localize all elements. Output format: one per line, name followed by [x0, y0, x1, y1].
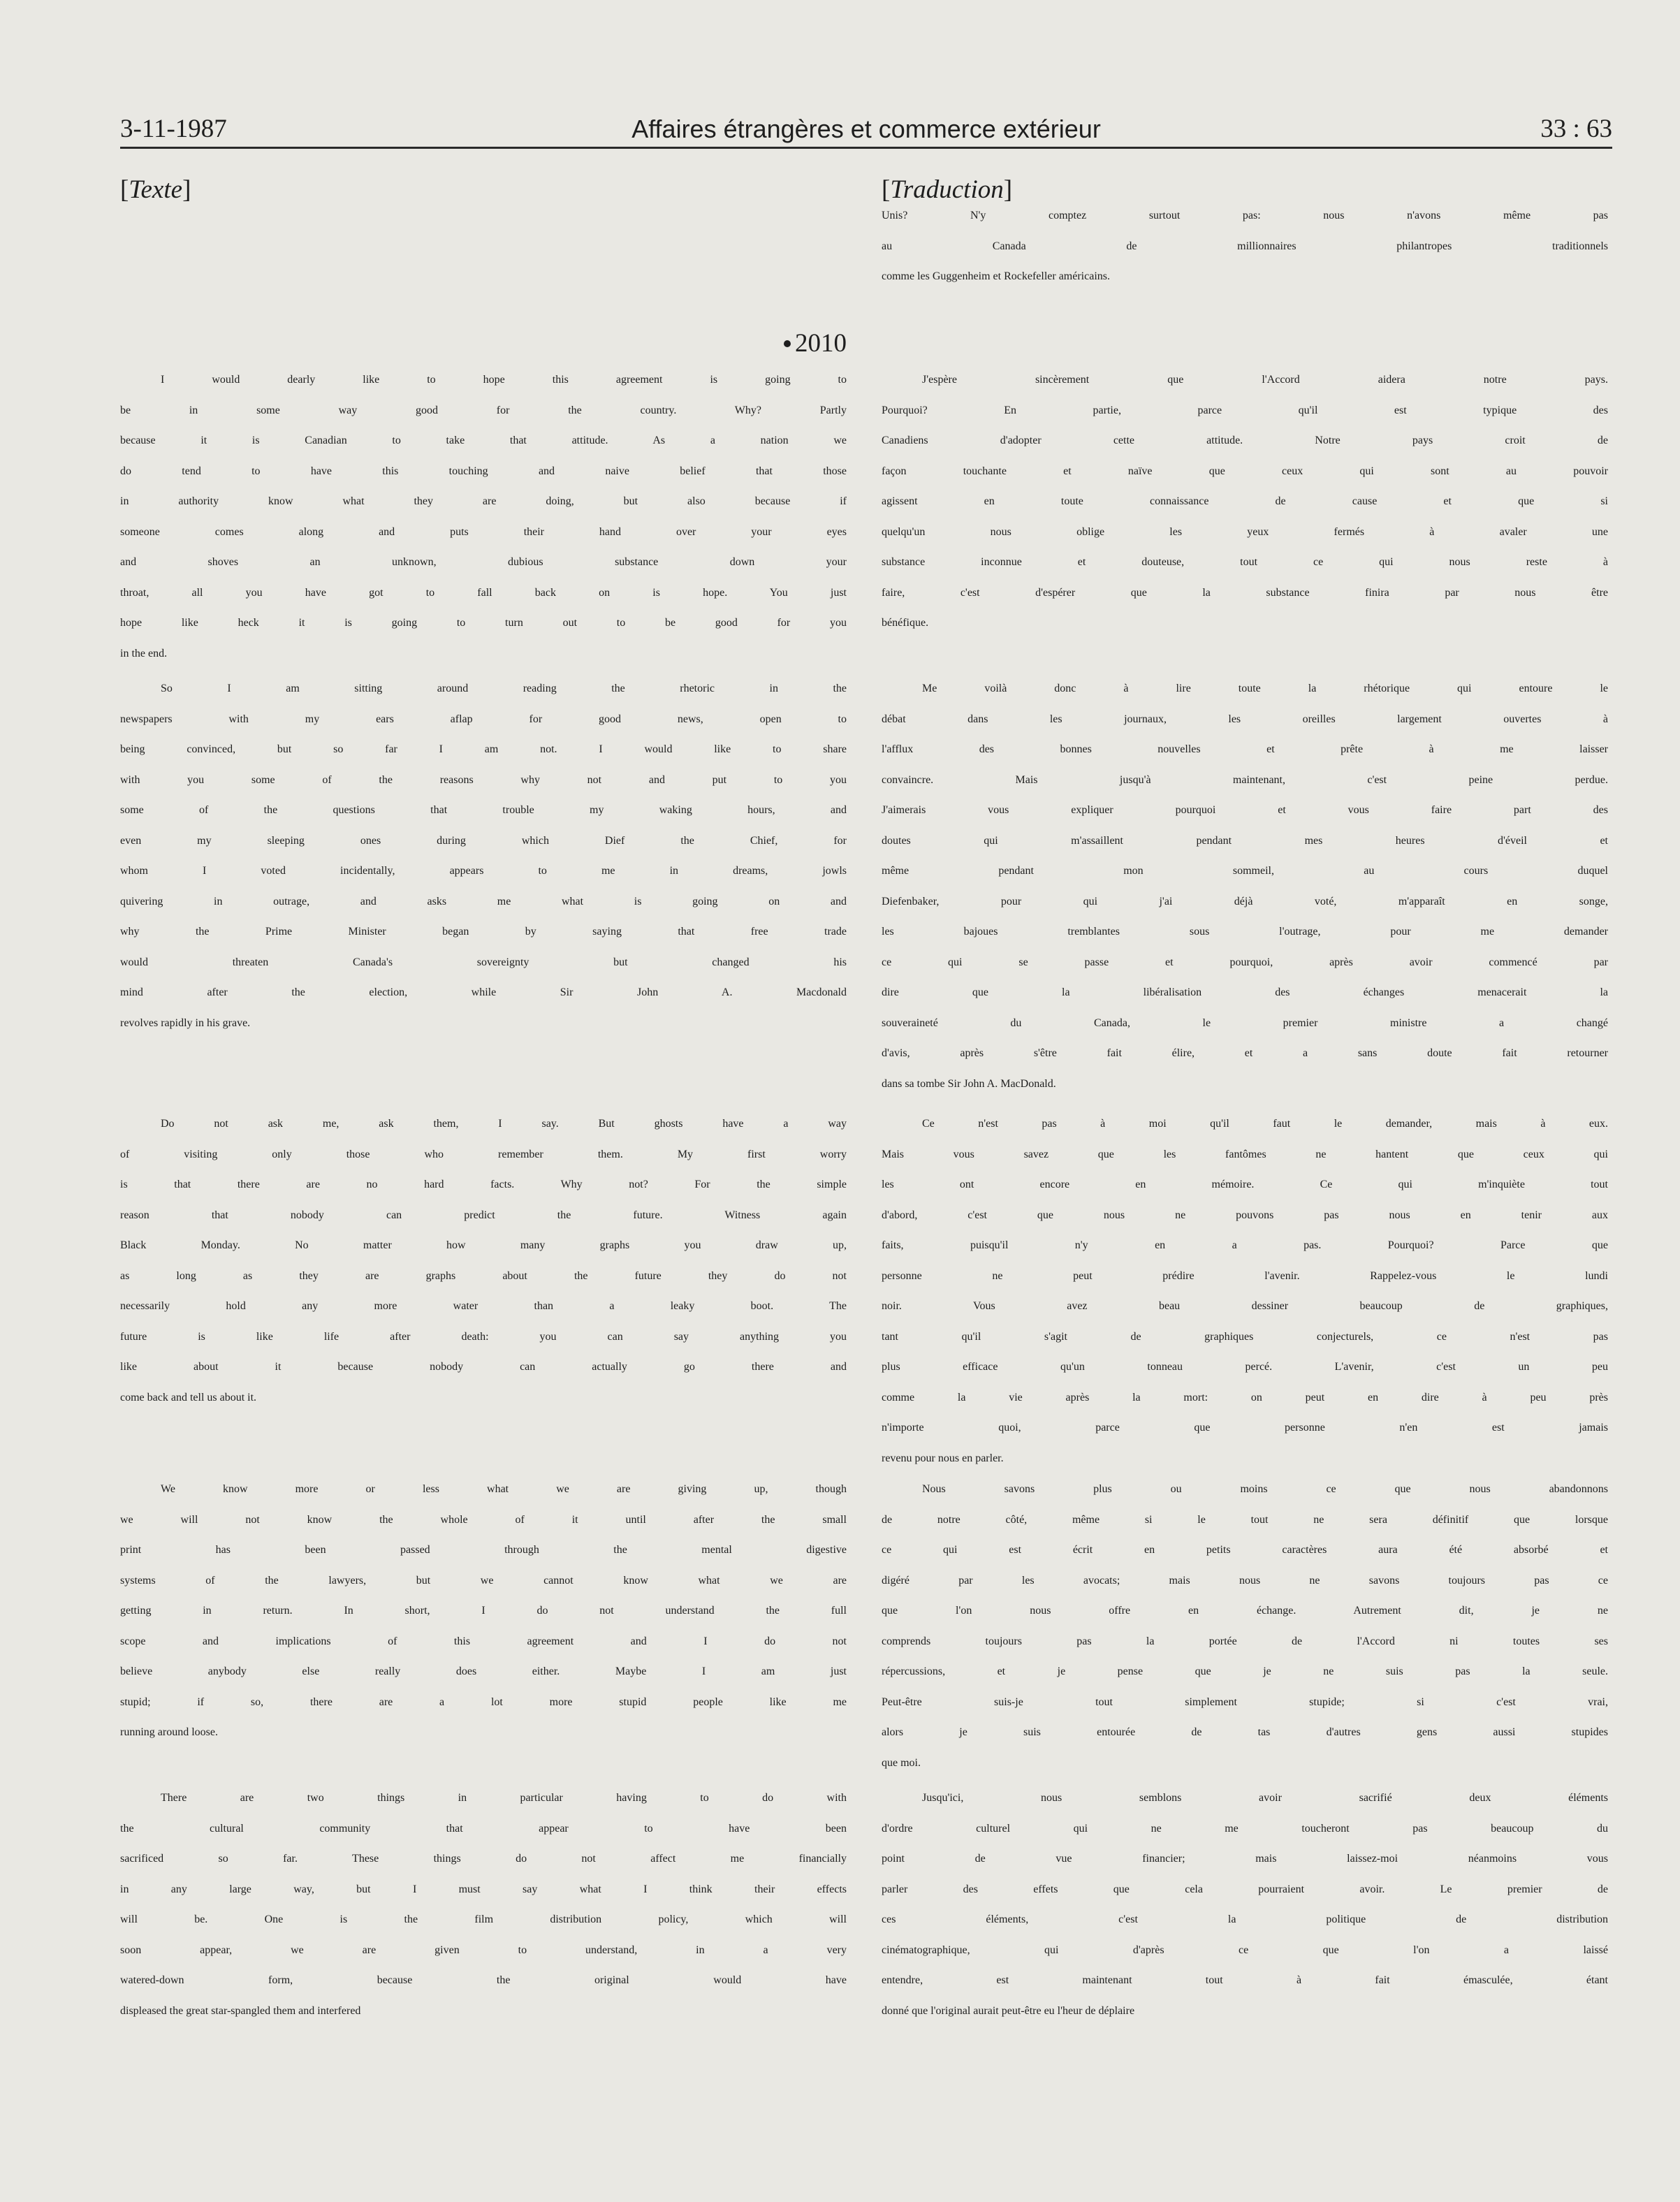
text-line: bénéfique.: [882, 617, 929, 629]
text-line: would threaten Canada's sovereignty but changed his: [120, 956, 847, 968]
text-line: stupid; if so, there are a lot more stupid people like me: [120, 1696, 847, 1708]
header-title: Affaires étrangères et commerce extérieur: [631, 115, 1101, 143]
text-line: J'aimerais vous expliquer pourquoi et vous faire part des: [882, 804, 1608, 816]
text-line: que l'on nous offre en échange. Autrement dit, je ne: [882, 1605, 1608, 1617]
text-line: Do not ask me, ask them, I say. But ghosts have a way: [161, 1118, 847, 1130]
text-line: getting in return. In short, I do not understand the full: [120, 1605, 847, 1617]
text-line: dans sa tombe Sir John A. MacDonald.: [882, 1077, 1056, 1090]
right-column-label-text: Traduction: [890, 175, 1004, 204]
text-line: in authority know what they are doing, but also because if: [120, 495, 847, 507]
text-line: the cultural community that appear to have been: [120, 1822, 847, 1835]
text-line: running around loose.: [120, 1726, 218, 1738]
text-line: future is like life after death: you can say anything you: [120, 1330, 847, 1343]
text-line: Jusqu'ici, nous semblons avoir sacrifié deux éléments: [922, 1792, 1608, 1804]
text-line: revenu pour nous en parler.: [882, 1452, 1004, 1464]
text-line: Peut-être suis-je tout simplement stupide; si c'est vrai,: [882, 1696, 1608, 1708]
text-line: cinématographique, qui d'après ce que l'on a laissé: [882, 1944, 1608, 1956]
text-line: print has been passed through the mental digestive: [120, 1544, 847, 1556]
text-line: parler des effets que cela pourraient avoir. Le premier de: [882, 1883, 1608, 1895]
text-line: revolves rapidly in his grave.: [120, 1016, 251, 1029]
text-line: Black Monday. No matter how many graphs you draw up,: [120, 1239, 847, 1251]
running-header: [120, 112, 1612, 147]
header-page-ref: 33 : 63: [1540, 115, 1612, 143]
text-line: point de vue financier; mais laissez-moi néanmoins vous: [882, 1853, 1608, 1865]
text-line: dire que la libéralisation des échanges menacerait la: [882, 986, 1608, 998]
text-line: ce qui se passe et pourquoi, après avoir commencé par: [882, 956, 1608, 968]
text-line: d'ordre culturel qui ne me toucheront pas beaucoup du: [882, 1822, 1608, 1835]
text-line: au Canada de millionnaires philantropes traditionnels: [882, 240, 1608, 252]
text-line: doutes qui m'assaillent pendant mes heures d'éveil et: [882, 834, 1608, 847]
text-line: soon appear, we are given to understand, in a very: [120, 1944, 847, 1956]
text-line: que moi.: [882, 1756, 921, 1769]
text-line: Me voilà donc à lire toute la rhétorique qui entoure le: [922, 683, 1608, 694]
text-line: agissent en toute connaissance de cause et que si: [882, 495, 1608, 507]
text-line: because it is Canadian to take that attitude. As a nation we: [120, 435, 847, 446]
text-line: d'avis, après s'être fait élire, et a sans doute fait retourner: [882, 1047, 1608, 1059]
text-line: personne ne peut prédire l'avenir. Rappelez-vous le lundi: [882, 1269, 1608, 1282]
text-line: hope like heck it is going to turn out to be good for you: [120, 617, 847, 629]
text-line: of visiting only those who remember them. My first worry: [120, 1148, 847, 1160]
right-paragraph: [882, 1792, 1608, 2035]
text-line: substance inconnue et douteuse, tout ce qui nous reste à: [882, 556, 1608, 568]
text-line: débat dans les journaux, les oreilles largement ouvertes à: [882, 713, 1608, 725]
text-line: newspapers with my ears aflap for good news, open to: [120, 713, 847, 725]
text-line: façon touchante et naïve que ceux qui sont au pouvoir: [882, 465, 1608, 477]
text-line: believe anybody else really does either. Maybe I am just: [120, 1665, 847, 1677]
header-date: 3-11-1987: [120, 115, 227, 143]
text-line: comprends toujours pas la portée de l'Accord ni toutes ses: [882, 1635, 1608, 1647]
right-paragraph: [882, 1483, 1608, 1787]
text-line: Diefenbaker, pour qui j'ai déjà voté, m'apparaît en songe,: [882, 895, 1608, 907]
left-paragraph: [120, 374, 847, 678]
bullet-icon: [784, 340, 791, 347]
time-marker-text: 2010: [795, 329, 847, 358]
text-line: convaincre. Mais jusqu'à maintenant, c'est peine perdue.: [882, 773, 1608, 786]
text-line: l'afflux des bonnes nouvelles et prête à me laisser: [882, 743, 1608, 755]
text-line: come back and tell us about it.: [120, 1391, 257, 1403]
text-line: d'abord, c'est que nous ne pouvons pas nous en tenir aux: [882, 1209, 1608, 1221]
text-line: do tend to have this touching and naive belief that those: [120, 465, 847, 477]
time-marker: [120, 328, 847, 358]
text-line: comme la vie après la mort: on peut en dire à peu près: [882, 1391, 1608, 1403]
text-line: même pendant mon sommeil, au cours duquel: [882, 865, 1608, 877]
text-line: be in some way good for the country. Why? Partly: [120, 404, 847, 416]
text-line: de notre côté, même si le tout ne sera définitif que lorsque: [882, 1513, 1608, 1526]
text-line: répercussions, et je pense que je ne suis pas la seule.: [882, 1665, 1608, 1677]
text-line: we will not know the whole of it until after the small: [120, 1513, 847, 1526]
right-paragraph: [882, 210, 1608, 301]
text-line: will be. One is the film distribution policy, which will: [120, 1913, 847, 1925]
text-line: souveraineté du Canada, le premier ministre a changé: [882, 1016, 1608, 1029]
text-line: Mais vous savez que les fantômes ne hantent que ceux qui: [882, 1148, 1608, 1160]
text-line: faire, c'est d'espérer que la substance finira par nous être: [882, 586, 1608, 599]
text-line: sacrificed so far. These things do not affect me financially: [120, 1853, 847, 1865]
text-line: alors je suis entourée de tas d'autres gens aussi stupides: [882, 1726, 1608, 1738]
left-paragraph: [120, 1118, 847, 1422]
left-paragraph: [120, 1483, 847, 1757]
text-line: I would dearly like to hope this agreement is going to: [161, 374, 847, 386]
text-line: Canadiens d'adopter cette attitude. Notre pays croit de: [882, 435, 1608, 446]
text-line: ces éléments, c'est la politique de distribution: [882, 1913, 1608, 1925]
left-column-label: [Texte]: [120, 175, 191, 204]
right-column-label: [Traduction]: [882, 175, 1013, 204]
text-line: whom I voted incidentally, appears to me in dreams, jowls: [120, 865, 847, 877]
header-rule: [120, 147, 1612, 149]
text-line: some of the questions that trouble my waking hours, and: [120, 804, 847, 816]
text-line: mind after the election, while Sir John A. Macdonald: [120, 986, 847, 998]
left-column-label-text: Texte: [129, 175, 183, 204]
text-line: tant qu'il s'agit de graphiques conjecturels, ce n'est pas: [882, 1330, 1608, 1343]
text-line: being convinced, but so far I am not. I would like to share: [120, 743, 847, 755]
right-paragraph: [882, 1118, 1608, 1482]
text-line: faits, puisqu'il n'y en a pas. Pourquoi? Parce que: [882, 1239, 1608, 1251]
text-line: Nous savons plus ou moins ce que nous abandonnons: [922, 1483, 1608, 1495]
text-line: is that there are no hard facts. Why not? For the simple: [120, 1179, 847, 1190]
text-line: quelqu'un nous oblige les yeux fermés à avaler une: [882, 525, 1608, 538]
text-line: There are two things in particular having to do with: [161, 1792, 847, 1804]
text-line: noir. Vous avez beau dessiner beaucoup de graphiques,: [882, 1300, 1608, 1312]
text-line: like about it because nobody can actually go there and: [120, 1361, 847, 1373]
text-line: watered-down form, because the original would have: [120, 1974, 847, 1986]
text-line: Pourquoi? En partie, parce qu'il est typique des: [882, 404, 1608, 416]
text-line: ce qui est écrit en petits caractères aura été absorbé et: [882, 1544, 1608, 1556]
text-line: why the Prime Minister began by saying that free trade: [120, 926, 847, 938]
text-line: quivering in outrage, and asks me what is going on and: [120, 895, 847, 907]
text-line: digéré par les avocats; mais nous ne savons toujours pas ce: [882, 1574, 1608, 1587]
left-paragraph: [120, 1792, 847, 2035]
text-line: as long as they are graphs about the future they do not: [120, 1269, 847, 1282]
text-line: So I am sitting around reading the rhetoric in the: [161, 683, 847, 694]
text-line: with you some of the reasons why not and put to you: [120, 773, 847, 786]
left-paragraph: [120, 683, 847, 1047]
text-line: donné que l'original aurait peut-être eu l'heur de déplaire: [882, 2004, 1135, 2017]
text-line: even my sleeping ones during which Dief the Chief, for: [120, 834, 847, 847]
text-line: les bajoues tremblantes sous l'outrage, pour me demander: [882, 926, 1608, 938]
text-line: in any large way, but I must say what I think their effects: [120, 1883, 847, 1895]
text-line: throat, all you have got to fall back on is hope. You just: [120, 586, 847, 599]
text-line: in the end.: [120, 647, 168, 659]
right-paragraph: [882, 683, 1608, 1108]
text-line: systems of the lawyers, but we cannot know what we are: [120, 1574, 847, 1587]
text-line: We know more or less what we are giving up, though: [161, 1483, 847, 1495]
text-line: scope and implications of this agreement and I do not: [120, 1635, 847, 1647]
text-line: n'importe quoi, parce que personne n'en est jamais: [882, 1422, 1608, 1434]
text-line: reason that nobody can predict the future. Witness again: [120, 1209, 847, 1221]
text-line: les ont encore en mémoire. Ce qui m'inquiète tout: [882, 1179, 1608, 1190]
text-line: displeased the great star-spangled them and interfered: [120, 2004, 361, 2017]
text-line: Unis? N'y comptez surtout pas: nous n'avons même pas: [882, 210, 1608, 221]
text-line: comme les Guggenheim et Rockefeller américains.: [882, 270, 1110, 282]
right-paragraph: [882, 374, 1608, 648]
text-line: plus efficace qu'un tonneau percé. L'avenir, c'est un peu: [882, 1361, 1608, 1373]
text-line: entendre, est maintenant tout à fait émasculée, étant: [882, 1974, 1608, 1986]
text-line: Ce n'est pas à moi qu'il faut le demander, mais à eux.: [922, 1118, 1608, 1130]
text-line: necessarily hold any more water than a leaky boot. The: [120, 1300, 847, 1312]
text-line: someone comes along and puts their hand over your eyes: [120, 525, 847, 538]
text-line: J'espère sincèrement que l'Accord aidera notre pays.: [922, 374, 1608, 386]
text-line: and shoves an unknown, dubious substance down your: [120, 556, 847, 568]
